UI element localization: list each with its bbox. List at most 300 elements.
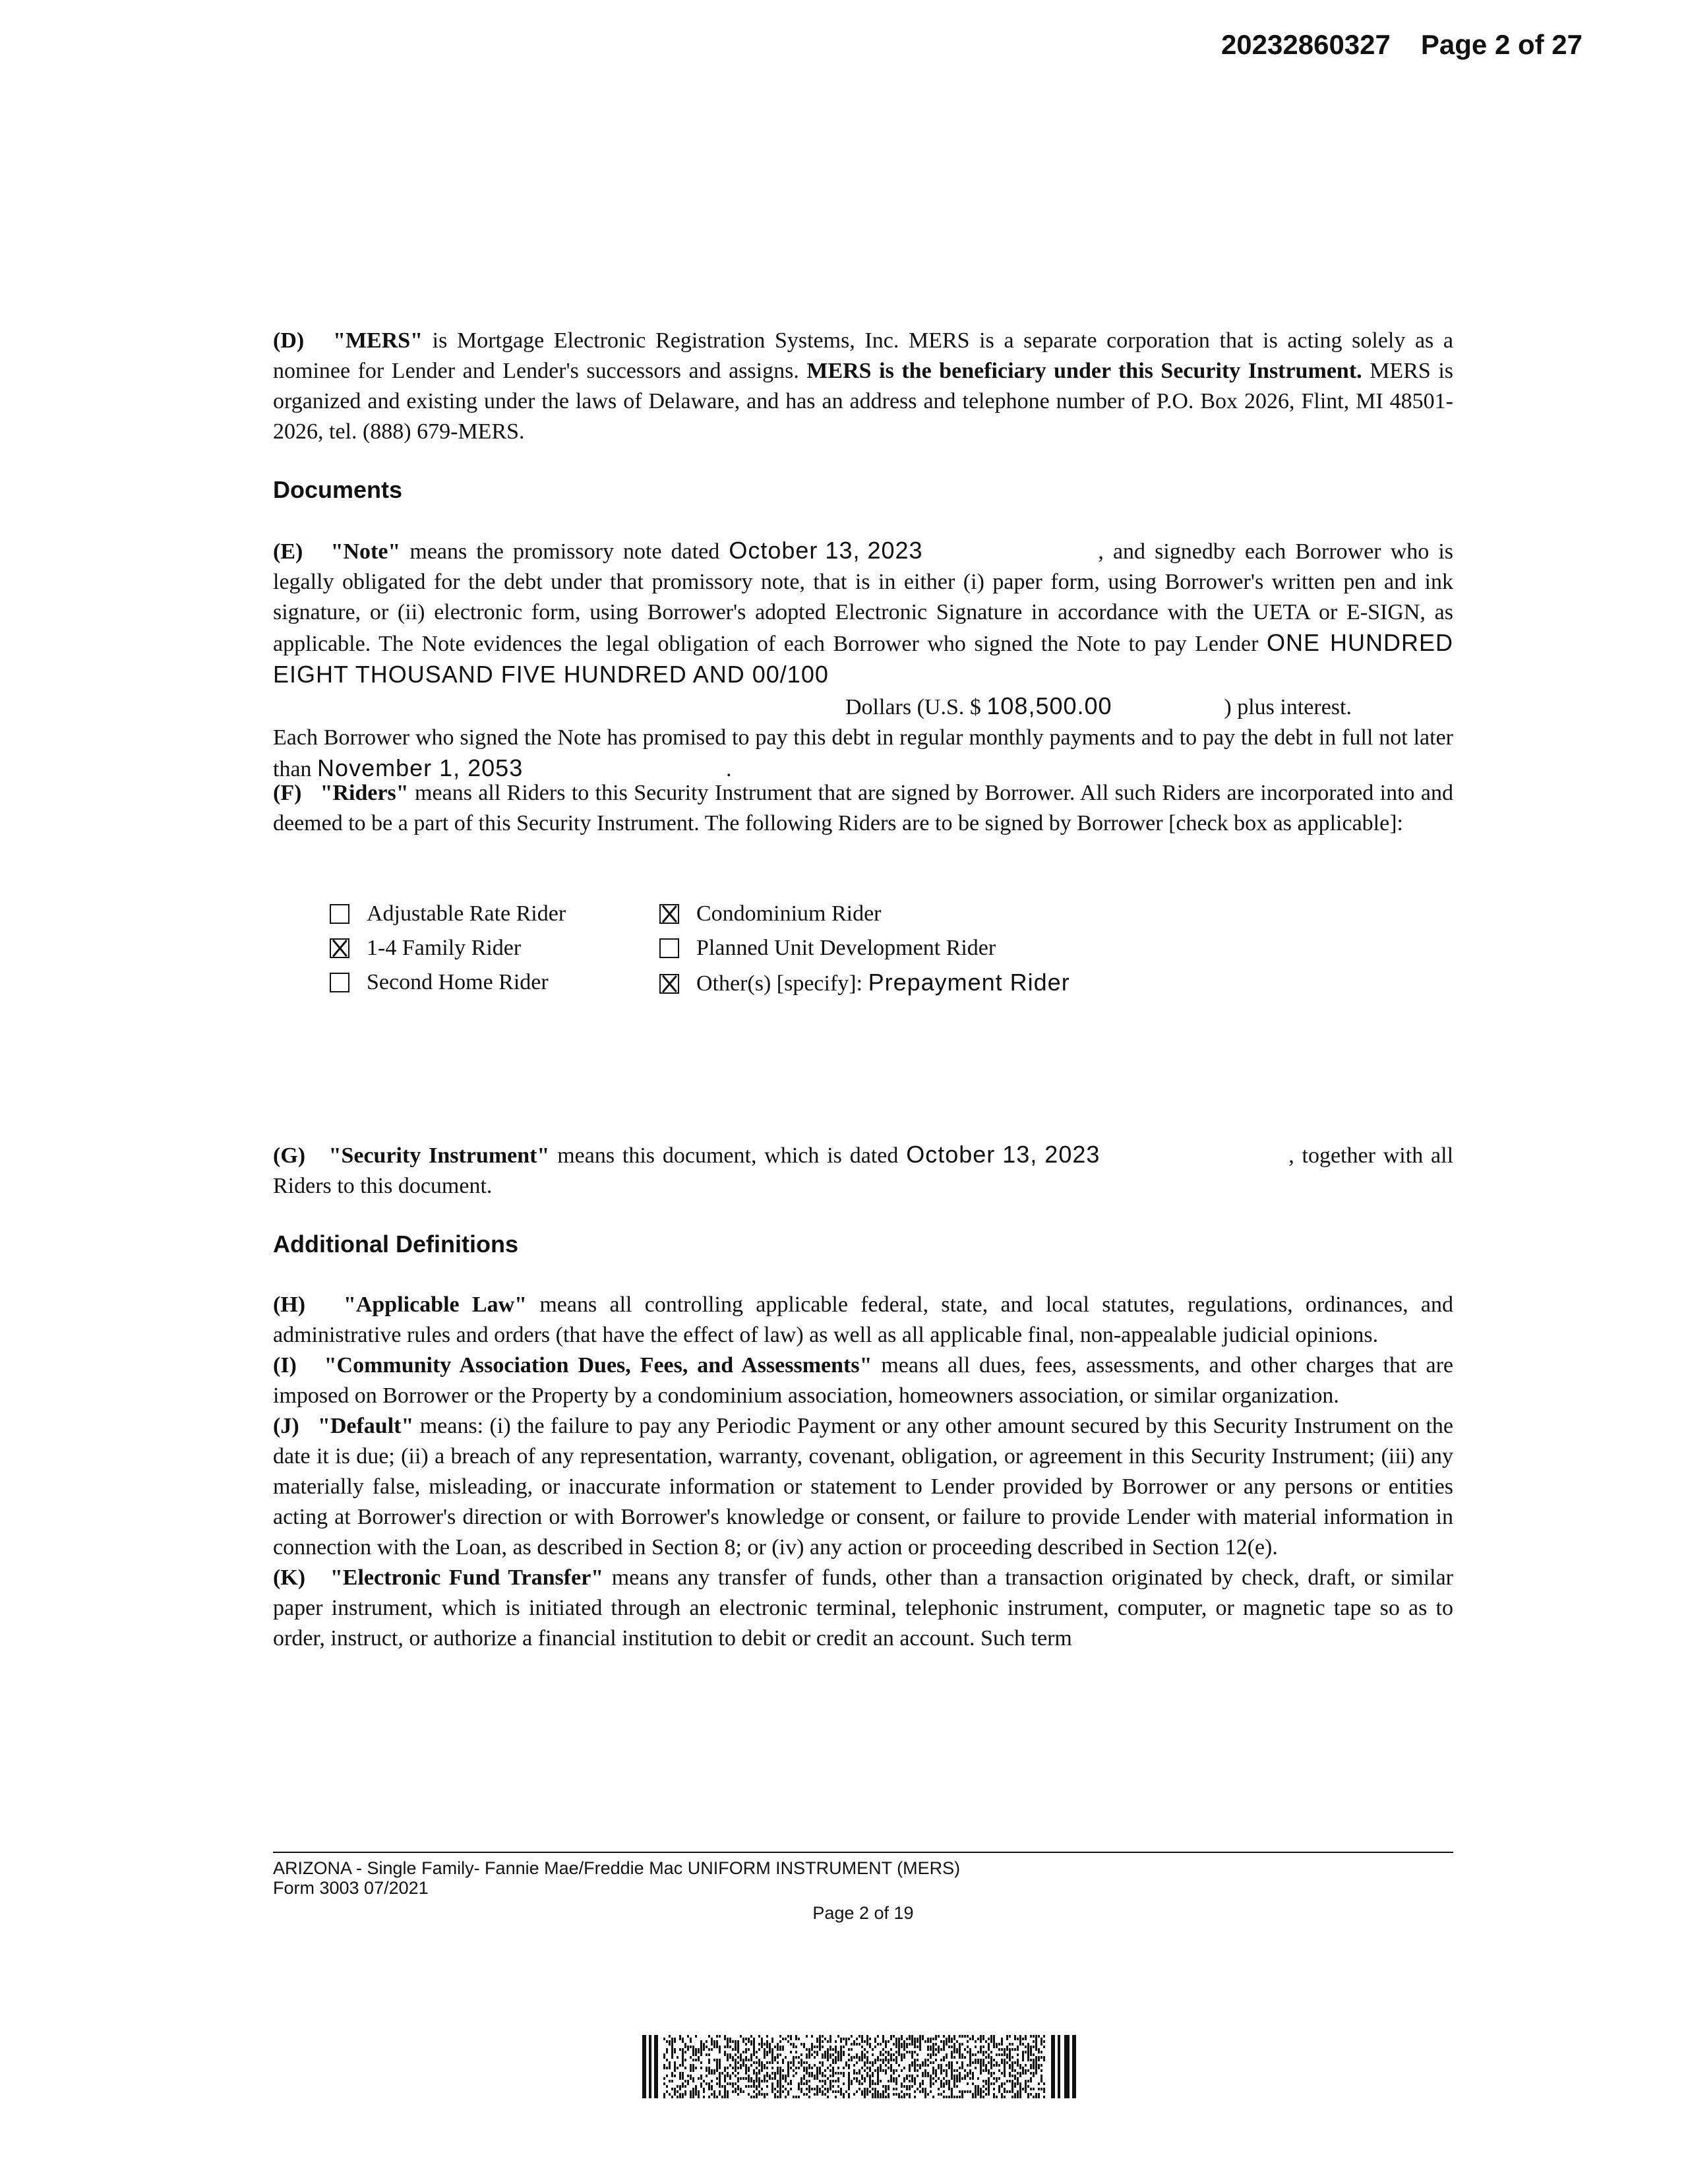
barcode-module (969, 2064, 971, 2067)
barcode-module (713, 2096, 715, 2098)
barcode-module (948, 2061, 950, 2064)
barcode-module (711, 2072, 713, 2075)
barcode-module (874, 2096, 876, 2098)
barcode-module (906, 2077, 908, 2080)
barcode-module (872, 2061, 874, 2064)
barcode-module (748, 2080, 750, 2082)
barcode-module (888, 2040, 889, 2043)
barcode-module (753, 2085, 755, 2088)
barcode-module (861, 2051, 863, 2053)
barcode-module (940, 2040, 942, 2043)
barcode-module (822, 2090, 824, 2093)
barcode-module (1030, 2064, 1032, 2067)
footer-rule (273, 1852, 1453, 1853)
barcode-module (877, 2059, 879, 2061)
loan-amount-words: ONE HUNDRED EIGHT THOUSAND FIVE HUNDRED AND 00/100 (273, 629, 1453, 688)
barcode-module (848, 2059, 850, 2061)
barcode-module (845, 2038, 847, 2040)
barcode-module (824, 2056, 826, 2059)
barcode-module (940, 2080, 942, 2082)
barcode-module (906, 2038, 908, 2040)
barcode-module (819, 2046, 821, 2048)
barcode-module (951, 2090, 953, 2093)
barcode-module (708, 2088, 710, 2090)
barcode-module (919, 2082, 921, 2085)
barcode-module (666, 2059, 668, 2061)
barcode-module (975, 2046, 977, 2048)
barcode-module (861, 2046, 863, 2048)
barcode-module (1011, 2061, 1013, 2064)
barcode-module (874, 2088, 876, 2090)
barcode-module (832, 2053, 834, 2056)
barcode-module (930, 2080, 932, 2082)
checkbox[interactable] (330, 904, 349, 924)
barcode-module (940, 2064, 942, 2067)
barcode-module (951, 2093, 953, 2096)
barcode-module (711, 2085, 713, 2088)
barcode-module (719, 2067, 721, 2069)
section-text: means the promissory note dated (400, 539, 729, 564)
barcode-module (692, 2064, 694, 2067)
barcode-module (951, 2067, 953, 2069)
barcode-module (766, 2053, 768, 2056)
barcode-module (917, 2053, 919, 2056)
barcode-module (819, 2040, 821, 2043)
barcode-module (669, 2061, 671, 2064)
barcode-module (682, 2085, 684, 2088)
barcode-module (993, 2072, 995, 2075)
barcode-module (951, 2038, 953, 2040)
barcode-module (980, 2090, 982, 2093)
barcode-module (895, 2077, 897, 2080)
barcode-module (674, 2069, 676, 2072)
barcode-module (827, 2053, 829, 2056)
section-label: (G) (273, 1143, 306, 1168)
barcode-module (1025, 2069, 1027, 2072)
barcode-module (938, 2048, 940, 2051)
barcode-module (724, 2035, 726, 2038)
barcode-module (663, 2038, 665, 2040)
barcode-module (866, 2093, 868, 2096)
barcode-module (835, 2056, 837, 2059)
barcode-module (864, 2040, 866, 2043)
barcode-module (864, 2093, 866, 2096)
barcode-module (719, 2093, 721, 2096)
additional-definitions-heading: Additional Definitions (273, 1230, 518, 1258)
barcode-module (708, 2085, 710, 2088)
barcode-module (969, 2051, 971, 2053)
barcode-module (895, 2056, 897, 2059)
barcode-module (1022, 2069, 1024, 2072)
barcode-module (758, 2085, 760, 2088)
defined-term: "Note" (330, 539, 401, 564)
barcode-module (835, 2096, 837, 2098)
barcode-module (690, 2056, 692, 2059)
barcode-module (1011, 2090, 1013, 2093)
barcode-module (890, 2069, 892, 2072)
barcode-module (698, 2096, 700, 2098)
barcode-module (1027, 2096, 1029, 2098)
barcode-module (708, 2067, 710, 2069)
barcode-module (893, 2093, 895, 2096)
barcode-module (1019, 2088, 1021, 2090)
barcode-module (948, 2038, 950, 2040)
barcode-module (911, 2043, 913, 2046)
barcode-module (1030, 2059, 1032, 2061)
barcode-module (782, 2046, 784, 2048)
barcode-module (924, 2061, 926, 2064)
barcode-module (988, 2072, 990, 2075)
barcode-module (882, 2085, 884, 2088)
barcode-module (829, 2053, 831, 2056)
barcode-module (998, 2085, 1000, 2088)
barcode-module (740, 2077, 742, 2080)
barcode-module (961, 2090, 963, 2093)
barcode-module (1040, 2040, 1042, 2043)
barcode-module (1040, 2056, 1042, 2059)
barcode-module (822, 2035, 824, 2038)
barcode-module (1027, 2085, 1029, 2088)
barcode-module (692, 2048, 694, 2051)
barcode-module (753, 2043, 755, 2046)
barcode-module (742, 2038, 744, 2040)
barcode-module (1033, 2040, 1035, 2043)
barcode-module (779, 2048, 781, 2051)
barcode-module (948, 2082, 950, 2085)
barcode-module (909, 2035, 911, 2038)
barcode-module (1027, 2056, 1029, 2059)
barcode-module (724, 2038, 726, 2040)
barcode-module (742, 2059, 744, 2061)
barcode-module (727, 2093, 729, 2096)
barcode-module (903, 2067, 905, 2069)
barcode-module (932, 2082, 934, 2085)
barcode-module (1014, 2069, 1016, 2072)
checkbox[interactable] (659, 904, 679, 924)
barcode-module (824, 2075, 826, 2077)
barcode-module (982, 2038, 984, 2040)
barcode-module (1009, 2075, 1011, 2077)
checkbox[interactable] (330, 938, 349, 958)
barcode-module (679, 2096, 681, 2098)
barcode-module (703, 2043, 705, 2046)
barcode-module (848, 2082, 850, 2085)
barcode-module (1033, 2096, 1035, 2098)
barcode-module (1006, 2048, 1008, 2051)
barcode-module (721, 2096, 723, 2098)
barcode-module (1035, 2064, 1037, 2067)
barcode-module (1025, 2046, 1027, 2048)
barcode-module (885, 2056, 887, 2059)
barcode-module (930, 2075, 932, 2077)
barcode-module (785, 2088, 787, 2090)
barcode-module (769, 2061, 771, 2064)
rider-planned-unit-development (659, 931, 996, 965)
barcode-module (859, 2080, 860, 2082)
barcode-module (961, 2053, 963, 2056)
barcode-module (687, 2082, 689, 2085)
barcode-module (692, 2093, 694, 2096)
barcode-module (993, 2038, 995, 2040)
barcode-module (785, 2096, 787, 2098)
barcode-module (748, 2085, 750, 2088)
barcode-module (706, 2046, 708, 2048)
barcode-module (771, 2088, 773, 2090)
barcode-module (1009, 2059, 1011, 2061)
barcode-module (824, 2051, 826, 2053)
barcode-module (922, 2090, 924, 2093)
barcode-module (1025, 2082, 1027, 2085)
barcode-module (785, 2038, 787, 2040)
barcode-module (914, 2051, 916, 2053)
barcode-module (1025, 2035, 1027, 2038)
barcode-module (932, 2077, 934, 2080)
barcode-module (692, 2051, 694, 2053)
barcode-module (771, 2077, 773, 2080)
barcode-module (1001, 2059, 1003, 2061)
barcode-module (1027, 2069, 1029, 2072)
barcode-module (706, 2075, 708, 2077)
barcode-module (959, 2056, 961, 2059)
barcode-module (964, 2069, 966, 2072)
barcode-module (890, 2056, 892, 2059)
barcode-module (996, 2046, 998, 2048)
barcode-module (866, 2051, 868, 2053)
barcode-module (982, 2059, 984, 2061)
barcode-module (1001, 2043, 1003, 2046)
section-text: MERS is organized and existing under the laws of Delaware, and has an address and telephone number of P.O. Box 2026, Flint, MI 48501-2026, tel. (888) 679-MERS. (273, 359, 1453, 444)
barcode-module (980, 2096, 982, 2098)
rider-label: Other(s) [specify]: (696, 971, 863, 996)
barcode-module (669, 2043, 671, 2046)
barcode-module (698, 2048, 700, 2051)
barcode-module (779, 2085, 781, 2088)
barcode-module (811, 2048, 813, 2051)
barcode-module (919, 2038, 921, 2040)
barcode-module (1033, 2088, 1035, 2090)
form-footer (273, 1852, 1453, 1923)
barcode-module (880, 2069, 882, 2072)
barcode-module (816, 2077, 818, 2080)
barcode-module (911, 2064, 913, 2067)
barcode-module (903, 2085, 905, 2088)
barcode-module (975, 2067, 977, 2069)
barcode-module (1001, 2085, 1003, 2088)
barcode-bar (642, 2035, 646, 2098)
barcode-module (919, 2064, 921, 2067)
barcode-module (890, 2059, 892, 2061)
checkbox[interactable] (659, 938, 679, 958)
barcode-module (808, 2064, 810, 2067)
barcode-module (748, 2038, 750, 2040)
barcode-module (1025, 2080, 1027, 2082)
barcode-module (1022, 2043, 1024, 2046)
barcode-module (829, 2040, 831, 2043)
barcode-module (682, 2075, 684, 2077)
barcode-module (959, 2053, 961, 2056)
barcode-module (745, 2043, 747, 2046)
barcode-module (940, 2085, 942, 2088)
barcode-module (737, 2051, 739, 2053)
barcode-module (764, 2075, 766, 2077)
barcode-module (687, 2075, 689, 2077)
barcode-module (848, 2048, 850, 2051)
barcode-module (924, 2069, 926, 2072)
barcode-module (671, 2046, 673, 2048)
barcode-module (800, 2088, 802, 2090)
barcode-module (671, 2040, 673, 2043)
barcode-module (837, 2067, 839, 2069)
barcode-module (927, 2048, 929, 2051)
barcode-module (982, 2096, 984, 2098)
barcode-module (869, 2085, 871, 2088)
barcode-module (914, 2090, 916, 2093)
barcode-module (969, 2061, 971, 2064)
barcode-module (822, 2093, 824, 2096)
barcode-module (972, 2093, 974, 2096)
barcode-module (1004, 2053, 1006, 2056)
barcode-module (750, 2059, 752, 2061)
barcode-module (988, 2069, 990, 2072)
barcode-module (771, 2085, 773, 2088)
barcode-module (864, 2048, 866, 2051)
barcode-module (758, 2093, 760, 2096)
barcode-module (700, 2085, 702, 2088)
barcode-module (840, 2051, 842, 2053)
barcode-module (740, 2056, 742, 2059)
barcode-module (977, 2090, 979, 2093)
barcode-module (837, 2053, 839, 2056)
barcode-module (874, 2059, 876, 2061)
defined-term: "Riders" (320, 781, 409, 805)
barcode-module (932, 2072, 934, 2075)
barcode-module (727, 2040, 729, 2043)
barcode-module (758, 2059, 760, 2061)
barcode-module (885, 2046, 887, 2048)
checkbox[interactable] (330, 973, 349, 992)
barcode-module (713, 2059, 715, 2061)
barcode-module (666, 2048, 668, 2051)
barcode-module (888, 2051, 889, 2053)
barcode-module (924, 2075, 926, 2077)
barcode-module (859, 2035, 860, 2038)
barcode-module (845, 2064, 847, 2067)
barcode-module (1040, 2080, 1042, 2082)
barcode-module (806, 2072, 808, 2075)
barcode-module (906, 2043, 908, 2046)
barcode-module (988, 2061, 990, 2064)
barcode-module (1033, 2061, 1035, 2064)
barcode-module (1019, 2043, 1021, 2046)
barcode-module (724, 2077, 726, 2080)
barcode-module (877, 2056, 879, 2059)
barcode-module (869, 2061, 871, 2064)
barcode-module (1038, 2064, 1040, 2067)
barcode-module (980, 2059, 982, 2061)
barcode-module (808, 2048, 810, 2051)
barcode-module (1038, 2082, 1040, 2085)
barcode-module (885, 2040, 887, 2043)
barcode-module (729, 2056, 731, 2059)
barcode-module (877, 2082, 879, 2085)
barcode-module (927, 2093, 929, 2096)
barcode-module (927, 2075, 929, 2077)
barcode-module (816, 2085, 818, 2088)
barcode-module (729, 2077, 731, 2080)
barcode-module (758, 2043, 760, 2046)
barcode-module (930, 2048, 932, 2051)
barcode-module (922, 2072, 924, 2075)
barcode-module (861, 2053, 863, 2056)
barcode-module (935, 2053, 937, 2056)
barcode-module (890, 2053, 892, 2056)
checkbox[interactable] (659, 974, 679, 994)
rider-second-home (330, 965, 549, 1000)
barcode-module (816, 2088, 818, 2090)
barcode-module (1014, 2038, 1016, 2040)
barcode-module (690, 2064, 692, 2067)
rider-label: Condominium Rider (696, 901, 882, 926)
barcode-module (909, 2093, 911, 2096)
barcode-module (787, 2061, 789, 2064)
barcode-module (771, 2067, 773, 2069)
barcode-module (663, 2096, 665, 2098)
barcode-module (848, 2080, 850, 2082)
barcode-module (953, 2075, 955, 2077)
barcode-module (777, 2080, 779, 2082)
barcode-module (903, 2053, 905, 2056)
barcode-module (924, 2072, 926, 2075)
barcode-module (1014, 2075, 1016, 2077)
barcode-module (779, 2067, 781, 2069)
barcode-module (843, 2053, 845, 2056)
barcode-module (1040, 2051, 1042, 2053)
barcode-module (711, 2040, 713, 2043)
barcode-module (903, 2093, 905, 2096)
barcode-module (898, 2093, 900, 2096)
barcode-module (806, 2069, 808, 2072)
barcode-module (990, 2051, 992, 2053)
barcode-module (777, 2082, 779, 2085)
barcode-module (785, 2080, 787, 2082)
defined-term: "Community Association Dues, Fees, and Assessments" (324, 1353, 872, 1378)
barcode-module (932, 2067, 934, 2069)
barcode-module (713, 2093, 715, 2096)
barcode-module (961, 2043, 963, 2046)
barcode-module (766, 2043, 768, 2046)
barcode-module (727, 2053, 729, 2056)
barcode-module (866, 2035, 868, 2038)
barcode-module (740, 2035, 742, 2038)
barcode-module (713, 2069, 715, 2072)
barcode-module (940, 2093, 942, 2096)
barcode-module (1038, 2035, 1040, 2038)
barcode-module (848, 2085, 850, 2088)
barcode-module (740, 2053, 742, 2056)
barcode-module (990, 2061, 992, 2064)
barcode-module (1027, 2059, 1029, 2061)
barcode-module (980, 2069, 982, 2072)
barcode-module (822, 2080, 824, 2082)
barcode-module (774, 2072, 776, 2075)
barcode-module (924, 2064, 926, 2067)
barcode-module (888, 2096, 889, 2098)
barcode-module (877, 2069, 879, 2072)
barcode-module (930, 2090, 932, 2093)
barcode-module (766, 2085, 768, 2088)
barcode-module (969, 2090, 971, 2093)
rider-adjustable-rate (330, 897, 566, 931)
